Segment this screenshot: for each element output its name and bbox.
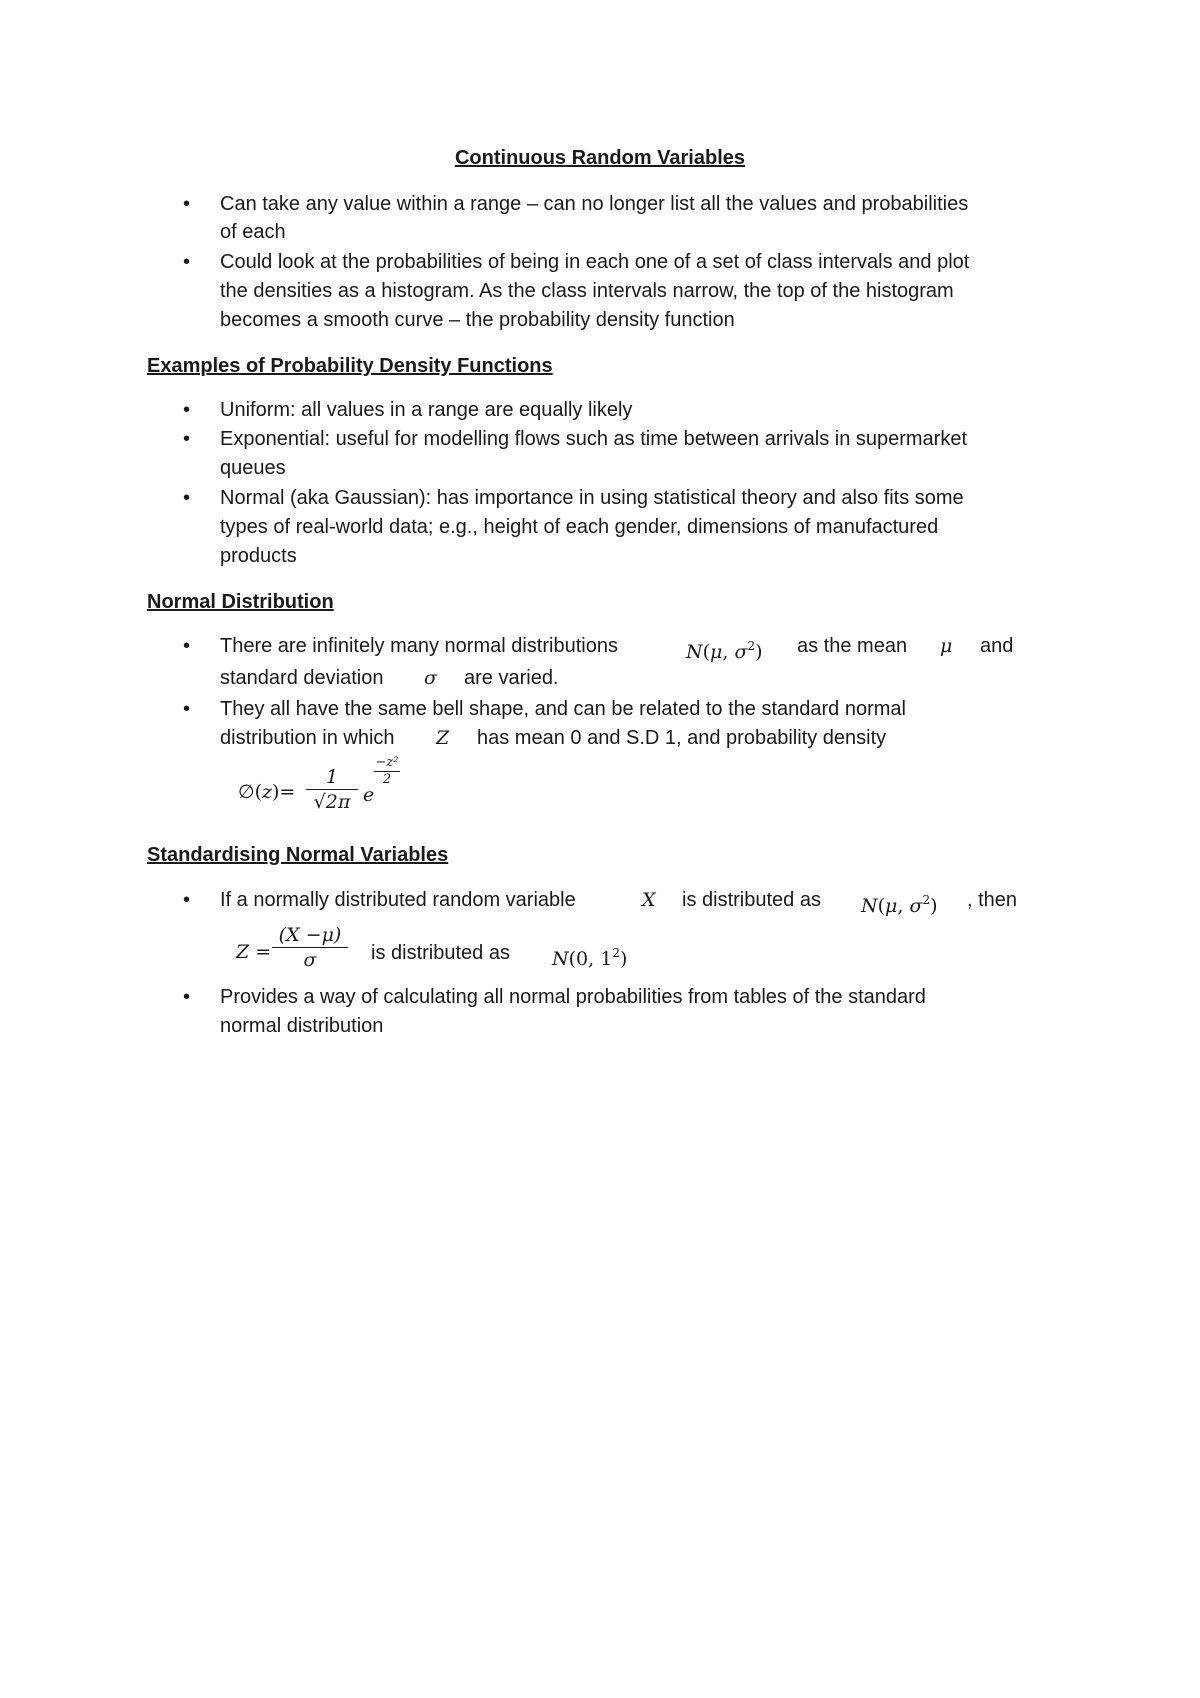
bullet: • (183, 698, 191, 720)
section-heading: Standardising Normal Variables (147, 844, 449, 866)
math-standard-normal: N(0, $1^2$) (552, 946, 628, 970)
body-text: distribution in which (220, 727, 395, 749)
body-text: Can take any value within a range – can no longer list all the values and probabilities (220, 193, 969, 215)
math-normal-dist: N(μ, $\sigma^2$) (686, 639, 763, 663)
math-exponent: −z² 2 (375, 755, 399, 787)
body-text: , then (967, 889, 1018, 911)
bullet: • (183, 487, 191, 509)
body-text: queues (220, 457, 286, 479)
body-text: the densities as a histogram. As the class intervals narrow, the top of the histogram (220, 280, 954, 302)
bullet: • (183, 986, 191, 1008)
math-Z-equals: Z = (236, 941, 272, 963)
bullet: • (183, 399, 191, 421)
section-heading: Examples of Probability Density Functions (147, 355, 553, 377)
body-text: and (980, 635, 1014, 657)
body-text: normal distribution (220, 1015, 384, 1037)
body-text: Provides a way of calculating all normal probabilities from tables of the standard (220, 986, 926, 1008)
page-title: Continuous Random Variables (454, 147, 746, 169)
body-text: products (220, 545, 297, 567)
body-text: There are infinitely many normal distributions (220, 635, 618, 657)
math-phi-z: ∅(z)= (238, 781, 296, 803)
bullet: • (183, 193, 191, 215)
body-text: becomes a smooth curve – the probability density function (220, 309, 735, 331)
body-text: are varied. (464, 667, 559, 689)
body-text: is distributed as (371, 942, 510, 964)
math-fraction-standardise: (X −μ) σ (272, 924, 348, 971)
math-sigma: σ (424, 667, 437, 689)
body-text: If a normally distributed random variable (220, 889, 576, 911)
body-text: as the mean (797, 635, 908, 657)
body-text: Uniform: all values in a range are equally likely (220, 399, 633, 421)
math-Z: Z (436, 727, 450, 749)
body-text: has mean 0 and S.D 1, and probability density (477, 727, 887, 749)
section-heading: Normal Distribution (147, 591, 334, 613)
bullet: • (183, 889, 191, 911)
bullet: • (183, 635, 191, 657)
body-text: is distributed as (682, 889, 821, 911)
math-fraction-pdf: 1 √2π (306, 766, 358, 813)
bullet: • (183, 251, 191, 273)
body-text: standard deviation (220, 667, 384, 689)
body-text: Normal (aka Gaussian): has importance in using statistical theory and also fits some (220, 487, 964, 509)
body-text: Could look at the probabilities of being in each one of a set of class intervals and plot (220, 251, 970, 273)
math-X: X (642, 889, 656, 911)
body-text: types of real-world data; e.g., height of each gender, dimensions of manufactured (220, 516, 939, 538)
math-mu: μ (940, 635, 953, 657)
bullet: • (183, 428, 191, 450)
body-text: Exponential: useful for modelling flows such as time between arrivals in supermarket (220, 428, 968, 450)
math-normal-dist: N(μ, $\sigma^2$) (861, 893, 938, 917)
body-text: They all have the same bell shape, and can be related to the standard normal (220, 698, 906, 720)
body-text: of each (220, 221, 286, 243)
math-e: e (363, 784, 375, 806)
